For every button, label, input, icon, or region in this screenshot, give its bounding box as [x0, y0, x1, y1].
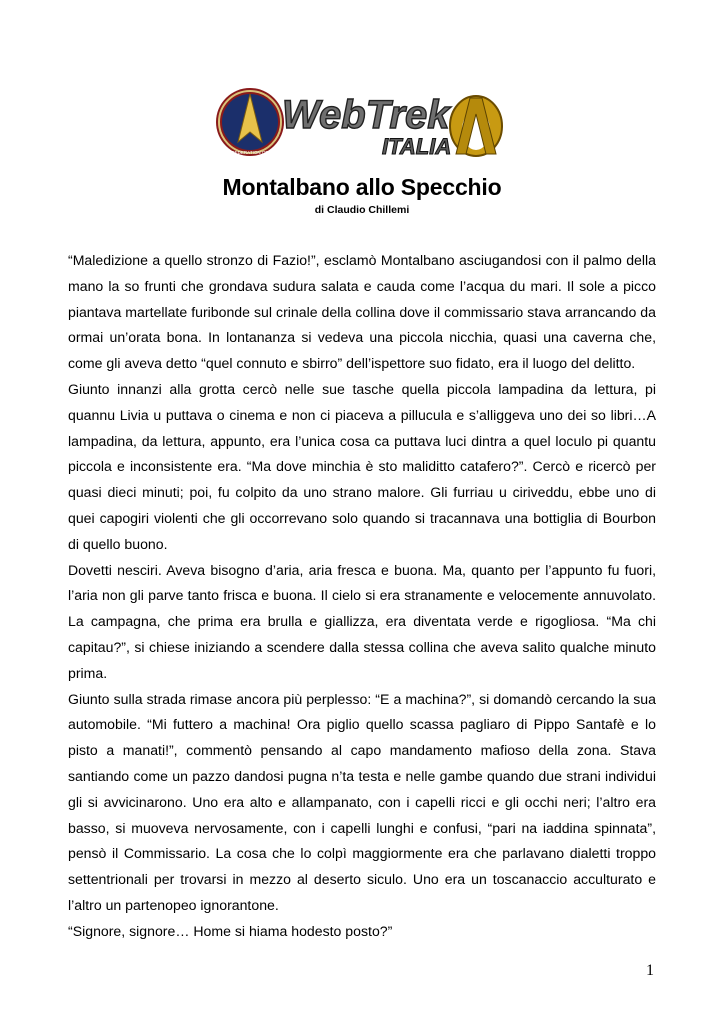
webtrek-italia-logo	[212, 84, 508, 160]
paragraph: Giunto sulla strada rimase ancora più perplesso: “E a machina?”, si domandò cercando la sua automobile. “Mi futtero a machina! Ora piglio quello scassa pagliaro di Pippo Santafè e lo pisto a manati!”, commentò pensando al capo mandamento mafioso della zona. Stava santiando come un pazzo dandosi pugna n’ta testa e nelle gambe quando due strani individui gli si avvicinarono. Uno era alto e allampanato, con i capelli ricci e gli occhi neri; l’altro era basso, si muoveva nervosamente, con i capelli lunghi e confusi, “pari na iaddina spinnata”, pensò il Commissario. La cosa che lo colpì maggiormente era che parlavano dialetti troppo settentrionali per trovarsi in mezzo al deserto siculo. Uno era un toscanaccio acculturato e l’altro un partenopeo ignorantone.	[68, 690, 656, 913]
paragraph: “Maledizione a quello stronzo di Fazio!”, esclamò Montalbano asciugandosi con il palmo della mano la so frunti che grondava sudura salata e cauda come l’acqua du mari. Il sole a picco piantava martellate furibonde sul crinale della collina dove il commissario stava arrancando da ormai un’orata bona. In lontananza si vedeva una piccola nicchia, quasi una caverna che, come gli aveva detto “quel connuto e sbirro” dell’ispettore suo fidato, era il luogo del delitto.	[68, 252, 656, 372]
svg-text:WebTrek: WebTrek	[282, 93, 450, 137]
paragraph: Dovetti nesciri. Aveva bisogno d’aria, aria fresca e buona. Ma, quanto per l’appunto fu fuori, l’aria non gli parve tanto frisca e buona. Il cielo si era stranamente e velocemente annuvolato. La campagna, che prima era brulla e giallizza, era diventata verde e rigogliosa. “Ma chi capitau?”, si chiese iniziando a scendere dalla stessa collina che aveva salito qualche minuto prima.	[68, 561, 656, 681]
document-title: Montalbano allo Specchio	[222, 174, 502, 200]
document-body	[68, 248, 656, 945]
page-number: 1	[646, 962, 654, 979]
paragraph: “Signore, signore… Home si hiama hodesto posto?”	[68, 922, 393, 939]
document-author: di Claudio Chillemi	[314, 204, 410, 216]
paragraph: Giunto innanzi alla grotta cercò nelle sue tasche quella piccola lampadina da lettura, pi quannu Livia u puttava o cinema e non ci piaceva a pillucula e s’alliggeva uno dei so libri…A lampadina, da lettura, appunto, era l’unica cosa ca puttava luci dintra a quel loculo pi quantu piccola e inconsistente era. “Ma dove minchia è sto maliditto catafero?”. Cercò e ricercò per quasi dieci minuti; poi, fu colpito da uno strano malore. Gli furriau u ciriveddu, ebbe uno di quei capogiri violenti che gli occorrevano solo quando si tracannava una bottiglia di Bourbon di quello buono.	[68, 380, 656, 552]
svg-text:ITALIA: ITALIA	[382, 134, 452, 159]
svg-text:FEDERATION OF: FEDERATION OF	[231, 150, 269, 155]
